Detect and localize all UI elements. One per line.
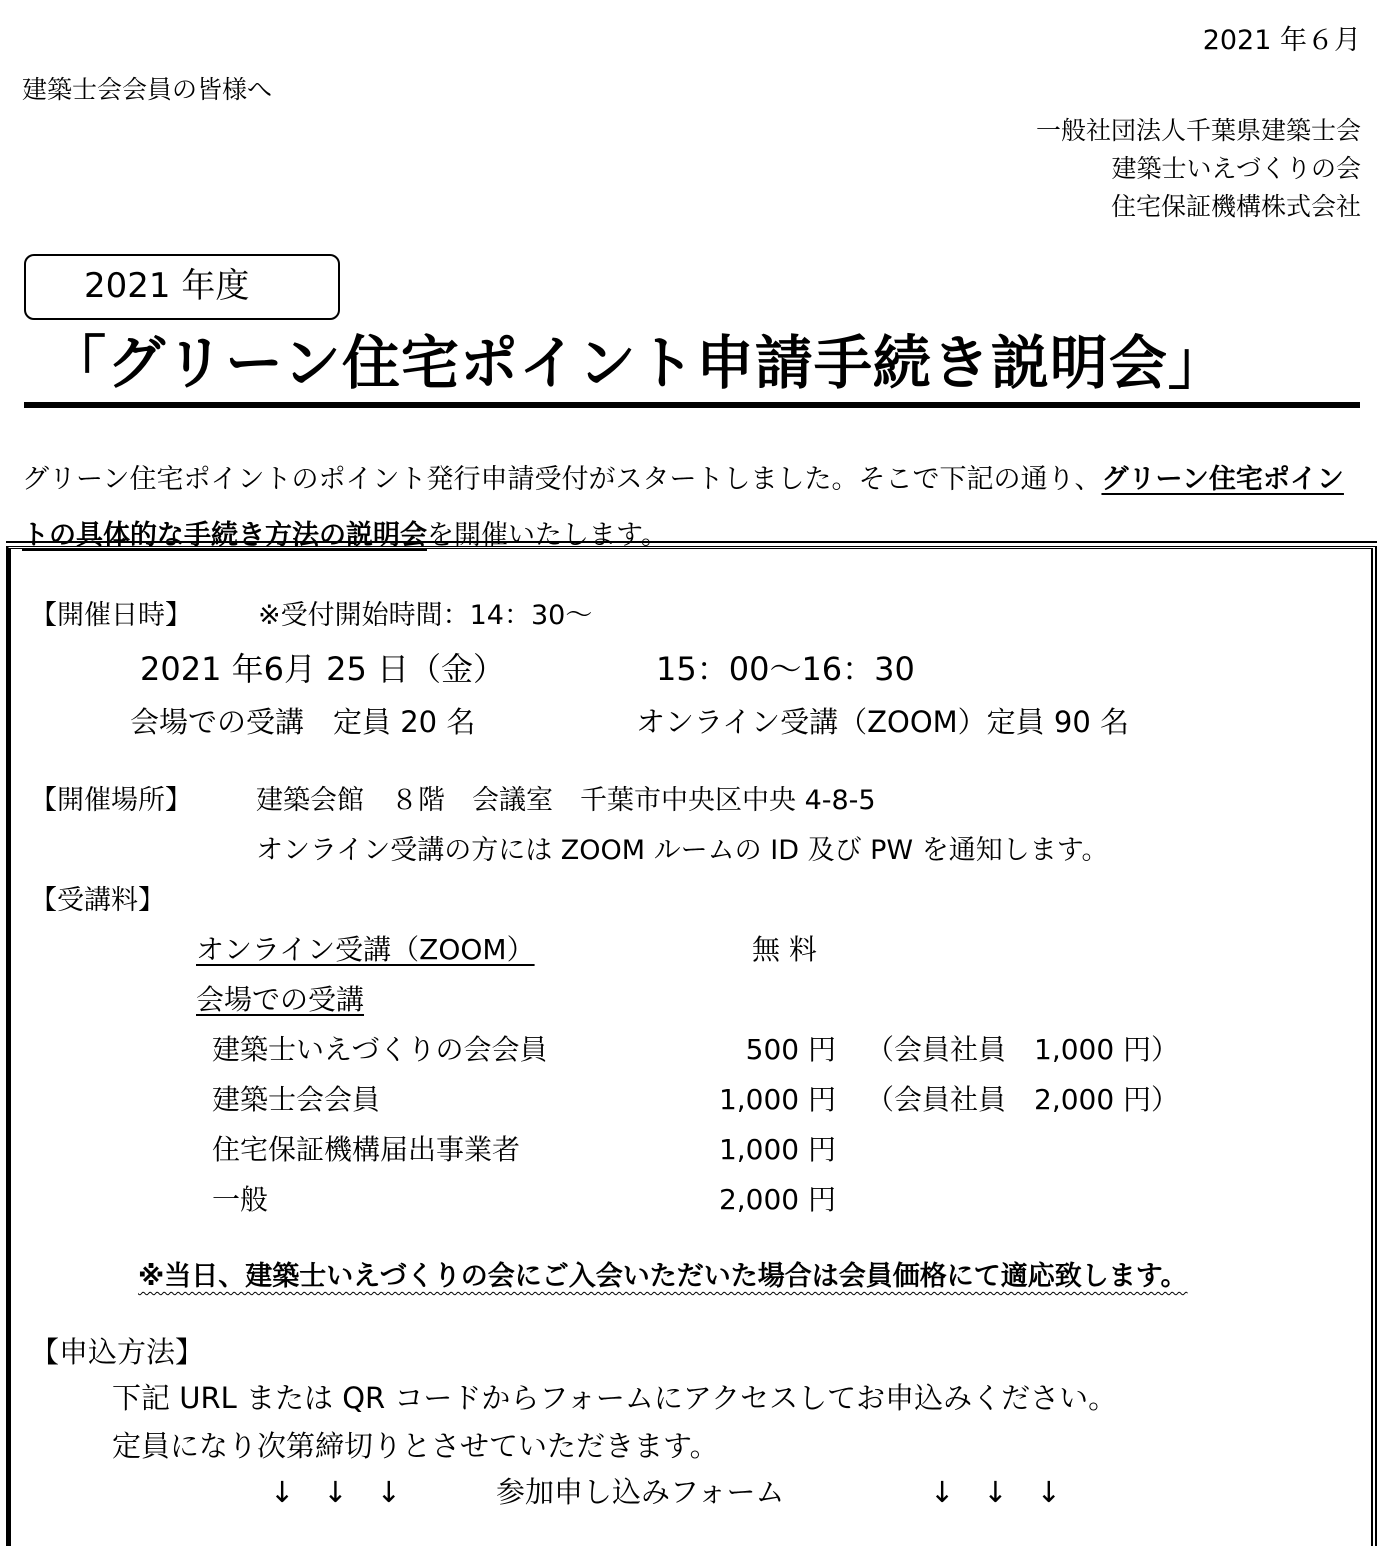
- application-instructions: 下記 URL または QR コードからフォームにアクセスしてお申込みください。: [112, 1381, 1118, 1415]
- event-time: 15：00～16：30: [656, 650, 915, 688]
- fee-category: 建築士いえづくりの会会員: [212, 1033, 548, 1066]
- arrow-down-icons: ↓ ↓ ↓: [930, 1475, 1061, 1509]
- organization-name: 建築士いえづくりの会: [1111, 154, 1361, 183]
- page-title: 「グリーン住宅ポイント申請手続き説明会」: [24, 326, 1360, 408]
- venue-capacity: 会場での受講 定員 20 名: [130, 705, 476, 739]
- application-form-link[interactable]: 参加申し込みフォーム: [496, 1475, 785, 1509]
- fee-note: （会員社員 2,000 円）: [866, 1083, 1180, 1116]
- fee-price: 1,000 円: [718, 1083, 836, 1116]
- member-price-notice: ※当日、建築士いえづくりの会にご入会いただいた場合は会員価格にて適応致します。: [138, 1261, 1188, 1292]
- intro-text: グリーン住宅ポイントのポイント発行申請受付がスタートしました。そこで下記の通り、: [22, 464, 1102, 495]
- fee-price: 2,000 円: [718, 1183, 836, 1216]
- fee-price: 1,000 円: [718, 1133, 836, 1166]
- venue-fee-heading: 会場での受講: [196, 983, 365, 1016]
- location-label: 【開催場所】: [30, 785, 192, 816]
- intro-emphasis: グリーン住宅ポイントの具体的な手続き方法の説明会: [22, 464, 1344, 551]
- intro-text-end: を開催いたします。: [427, 520, 668, 551]
- organizations: [1036, 112, 1361, 226]
- document-date: 2021 年６月: [1202, 25, 1361, 56]
- fees-label: 【受講料】: [30, 885, 165, 916]
- arrow-down-icons: ↓ ↓ ↓: [270, 1475, 401, 1509]
- online-fee-price: 無 料: [752, 933, 817, 966]
- organization-name: 住宅保証機構株式会社: [1110, 192, 1361, 221]
- venue-address: 建築会館 ８階 会議室 千葉市中央区中央 4-8-5: [256, 785, 876, 816]
- fee-category: 建築士会会員: [212, 1083, 381, 1116]
- application-deadline-note: 定員になり次第締切りとさせていただきます。: [112, 1429, 719, 1463]
- reception-time-note: ※受付開始時間：14：30～: [258, 600, 593, 631]
- fee-category: 住宅保証機構届出事業者: [212, 1133, 521, 1166]
- year-badge: 2021 年度: [24, 254, 340, 320]
- application-label: 【申込方法】: [30, 1335, 205, 1369]
- fee-category: 一般: [212, 1183, 269, 1216]
- event-date: 2021 年6月 25 日（金）: [140, 650, 506, 688]
- greeting: 建築士会会員の皆様へ: [22, 75, 273, 104]
- fee-price: 500 円: [745, 1033, 836, 1066]
- online-access-note: オンライン受講の方には ZOOM ルームの ID 及び PW を通知します。: [256, 835, 1109, 866]
- organization-name: 一般社団法人千葉県建築士会: [1035, 116, 1361, 145]
- online-fee-label: オンライン受講（ZOOM）: [196, 933, 535, 966]
- fee-note: （会員社員 1,000 円）: [866, 1033, 1180, 1066]
- online-capacity: オンライン受講（ZOOM）定員 90 名: [636, 705, 1130, 739]
- schedule-label: 【開催日時】: [30, 600, 192, 631]
